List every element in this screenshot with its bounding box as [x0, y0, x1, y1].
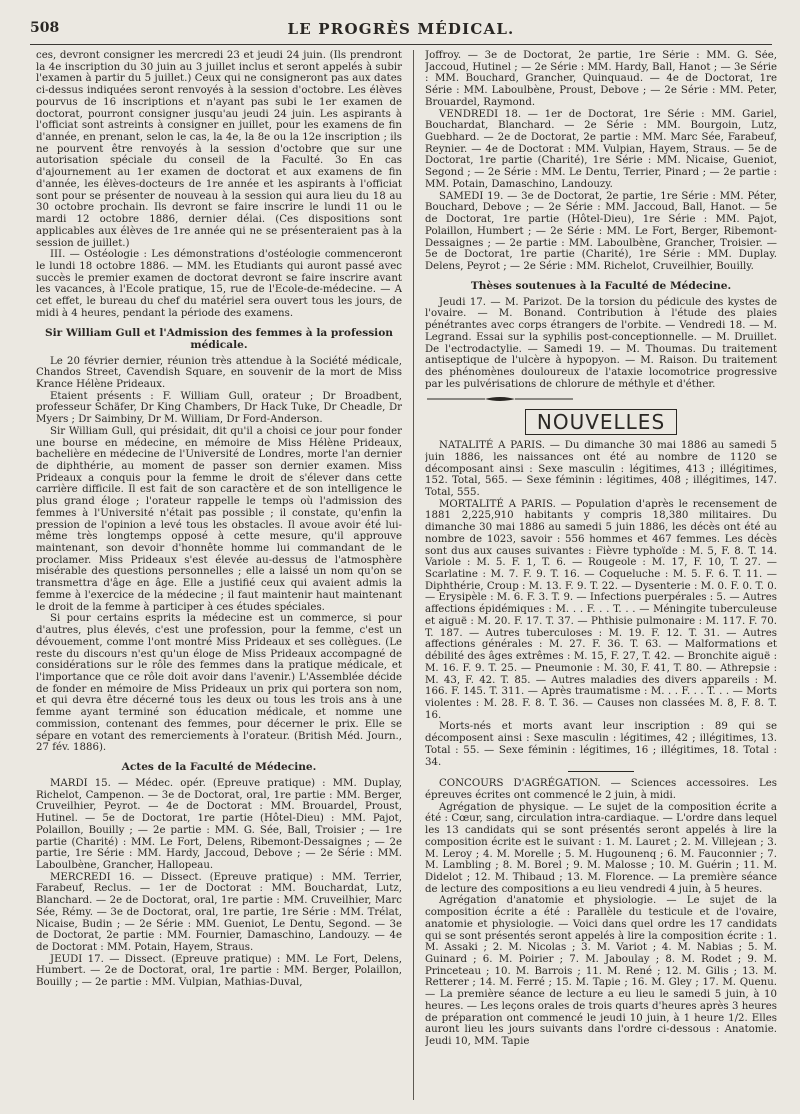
paragraph: VENDREDI 18. — 1er de Doctorat, 1re Série : MM. Gariel, Bouchardat, Blanchard. — 2e Série : MM. Bourgoin, Lutz, Guebhard. — 2e de Doctorat, 2e partie : MM. Marc Sée, Farabeuf, Reynier. — 4e de Doctorat : MM. Vulpian, Hayem, Straus. — 5e de Doctorat, 1re partie (Charité), 1re Série : MM. Nicaise, Gueniot, Segond ; — 2e Série : MM. Le Dentu, Terrier, Pinard ; — 2e partie : MM. Potain, Damaschino, Landouzy.: [425, 108, 777, 190]
left-column: [36, 50, 402, 1100]
nouvelles-title-box: [525, 409, 677, 435]
paragraph: Morts-nés et morts avant leur inscription : 89 qui se décomposent ainsi : Sexe masculin : légitimes, 42 ; illégitimes, 13. Total : 55. — Sexe féminin : légitimes, 16 ; illégitimes, 18. Total : 34.: [425, 721, 777, 768]
separator-rule: [568, 771, 634, 772]
paragraph: MARDI 15. — Médec. opér. (Epreuve pratique) : MM. Duplay, Richelot, Campenon. — 3e de Doctorat, oral, 1re partie : MM. Berger, Cruveilhier, Peyrot. — 4e de Doctorat : MM. Brouardel, Proust, Hutinel. — 5e de Doctorat, 1re partie (Hôtel-Dieu) : MM. Pajot, Polaillon, Bouilly ; — 2e partie : MM. G. Sée, Ball, Troisier ; — 1re partie (Charité) : MM. Le Fort, Delens, Ribemont-Dessaignes ; — 2e partie, 1re Série : MM. Hardy, Jaccoud, Debove ; — 2e Série : MM. Laboulbène, Grancher, Hallopeau.: [36, 777, 402, 871]
section-heading: Thèses soutenues à la Faculté de Médecine.: [470, 279, 732, 292]
header-rule: [30, 44, 772, 45]
paragraph: Si pour certains esprits la médecine est un commerce, si pour d'autres, plus élevés, c'est une profession, pour la femme, c'est un dévouement, comme l'ont montré Miss Prideaux et ses collègues. (Le reste du discours n'est qu'un éloge de Miss Prideaux accompagné de considérations sur le rôle des femmes dans la pratique médicale, et l'importance que ce rôle doit avoir dans l'avenir.) L'Assemblée décide de fonder en mémoire de Miss Prideaux un prix qui portera son nom, et qui devra être décerné tous les deux ou tous les trois ans à une femme ayant terminé son éducation médicale, et nomme une commission, contenant des femmes, pour décerner le prix. Elle se sépare en votant des remerciements à l'orateur. (British Méd. Journ., 27 fév. 1886).: [36, 613, 402, 754]
paragraph: NATALITÉ A PARIS. — Du dimanche 30 mai 1886 au samedi 5 juin 1886, les naissances ont été au nombre de 1120 se décomposant ainsi : Sexe masculin : légitimes, 413 ; illégitimes, 152. Total, 565. — Sexe féminin : légitimes, 408 ; illégitimes, 147. Total, 555.: [425, 440, 777, 498]
nouvelles-block: [425, 390, 777, 435]
section-heading: Sir William Gull et l'Admission des femmes à la profession médicale.: [45, 326, 393, 351]
paragraph: Agrégation d'anatomie et physiologie. — Le sujet de la composition écrite a été : Parallèle du testicule et de l'ovaire, anatomie et physiologie. — Voici dans quel ordre les 17 candidats qui se sont présentés seront appelés à lire la composition écrite : 1. M. Assaki ; 2. M. Nicolas ; 3. M. Variot ; 4. M. Nabias ; 5. M. Guinard ; 6. M. Poirier ; 7. M. Jaboulay ; 8. M. Rodet ; 9. M. Princeteau ; 10. M. Barrois ; 11. M. René ; 12. M. Gilis ; 13. M. Retterer ; 14. M. Ferré ; 15. M. Tapie ; 16. M. Gley ; 17. M. Quenu. — La première séance de lecture a eu lieu le samedi 5 juin, à 10 heures. — Les leçons orales de trois quarts d'heures après 3 heures de préparation ont commencé le jeudi 10 juin, à 1 heure 1/2. Elles auront lieu les jours suivants dans l'ordre ci-dessous : Anatomie. Jeudi 10, MM. Tapie: [425, 895, 777, 1048]
paragraph: Etaient présents : F. William Gull, orateur ; Dr Broadbent, professeur Schäfer, Dr King Chambers, Dr Hack Tuke, Dr Cheadle, Dr Myers ; Dr Saimbiny, Dr M. William, Dr Ford-Anderson.: [36, 390, 402, 426]
paragraph: MERCREDI 16. — Dissect. (Epreuve pratique) : MM. Terrier, Farabeuf, Reclus. — 1er de Doctorat : MM. Bouchardat, Lutz, Blanchard. — 2e de Doctorat, oral, 1re partie : MM. Cruveilhier, Marc Sée, Rémy. — 3e de Doctorat, oral, 1re partie, 1re Série : MM. Trélat, Nicaise, Budin ; — 2e Série : MM. Gueniot, Le Dentu, Segond. — 3e de Doctorat, 2e partie : MM. Fournier, Damaschino, Landouzy. — 4e de Doctorat : MM. Potain, Hayem, Straus.: [36, 871, 402, 954]
column-divider: [413, 50, 414, 1100]
paragraph: III. — Ostéologie : Les démonstrations d'ostéologie commenceront le lundi 18 octobre 1886. — MM. les Etudiants qui auront passé avec succès le premier examen de doctorat devront se faire inscrire avant les vacances, à l'Ecole pratique, 15, rue de l'Ecole-de-médecine. — A cet effet, le bureau du chef du matériel sera ouvert tous les jours, de midi à 4 heures, pendant la période des examens.: [36, 249, 402, 319]
paragraph: ces, devront consigner les mercredi 23 et jeudi 24 juin. (Ils prendront la 4e inscription du 30 juin au 3 juillet inclus et seront appelés à subir l'examen à partir du 5 juillet.) Ceux qui ne consigneront pas aux dates ci-dessus indiquées seront renvoyés à la session d'octobre. Les élèves pourvus de 16 inscriptions et n'ayant pas subi le 1er examen de doctorat, pourront consigner jusqu'au jeudi 24 juin. Les aspirants à l'officiat sont astreints à consigner en juillet, pour les examens de fin d'année, en prenant, selon le cas, la 4e, la 8e ou la 12e inscription ; ils ne pourvent être renvoyés à la session d'octobre que sur une autorisation spéciale du conseil de la Faculté. 3o En cas d'ajournement au 1er examen de doctorat et aux examens de fin d'année, les élèves-docteurs de 1re année et les aspirants à l'officiat sont pour se présenter de nouveau à la session qui aura lieu du 18 au 30 octobre prochain. Ils devront se faire inscrire le lundi 11 ou le mardi 12 octobre 1886, dernier délai. (Ces dispositions sont applicables aux élèves de 1re année qui ne se présenteraient pas à la session de juillet.): [36, 50, 402, 249]
right-column: [425, 50, 777, 1100]
page-number: 508: [30, 20, 60, 36]
paragraph: JEUDI 17. — Dissect. (Epreuve pratique) : MM. Le Fort, Delens, Humbert. — 2e de Doctorat, oral, 1re partie : MM. Berger, Polaillon, Bouilly ; — 2e partie : MM. Vulpian, Mathias-Duval,: [36, 953, 402, 989]
paragraph: Le 20 février dernier, réunion très attendue à la Société médicale, Chandos Street, Cavendish Square, en souvenir de la mort de Miss Krance Hélène Prideaux.: [36, 355, 402, 390]
ornament-rule: [425, 396, 575, 402]
paragraph: Joffroy. — 3e de Doctorat, 2e partie, 1re Série : MM. G. Sée, Jaccoud, Hutinel ; — 2e Série : MM. Hardy, Ball, Hanot ; — 3e Série : MM. Bouchard, Grancher, Quinquaud. — 4e de Doctorat, 1re Série : MM. Laboulbène, Proust, Debove ; — 2e Série : MM. Peter, Brouardel, Raymond.: [425, 50, 777, 108]
paragraph: Jeudi 17. — M. Parizot. De la torsion du pédicule des kystes de l'ovaire. — M. Bonand. Contribution à l'étude des plaies pénétrantes avec corps étrangers de l'orbite. — Vendredi 18. — M. Legrand. Essai sur la syphilis post-conceptionnelle. — M. Druillet. De l'ectrodactylie. — Samedi 19. — M. Thoumas. Du traitement antiseptique de l'ulcère à hypopyon. — M. Raison. Du traitement des phénomènes douloureux de l'ataxie locomotrice progressive par les pulvérisations de chlorure de méthyle et d'éther.: [425, 296, 777, 390]
paragraph: CONCOURS D'AGRÉGATION. — Sciences accessoires. Les épreuves écrites ont commencé le 2 juin, à midi.: [425, 778, 777, 801]
paragraph: MORTALITÉ A PARIS. — Population d'après le recensement de 1881 2,225,910 habitants y compris 18,380 militaires. Du dimanche 30 mai 1886 au samedi 5 juin 1886, les décès ont été au nombre de 1023, savoir : 556 hommes et 467 femmes. Les décès sont dus aux causes suivantes : Fièvre typhoïde : M. 5, F. 8. T. 14. Variole : M. 5. F. 1, T. 6. — Rougeole : M. 17, F. 10, T. 27. — Scarlatine : M. 7. F. 9. T. 16. — Coqueluche : M. 5. F. 6. T. 11. — Diphthérie, Croup : M. 13. F. 9. T. 22. — Dysenterie : M. 0. F. 0. T. 0. — Erysipèle : M. 6. F. 3. T. 9. — Infections puerpérales : 5. — Autres affections épidémiques : M. . . F. . . T. . . — Méningite tuberculeuse et aiguë : M. 20. F. 17. T. 37. — Phthisie pulmonaire : M. 117. F. 70. T. 187. — Autres tuberculoses : M. 19. F. 12. T. 31. — Autres affections générales : M. 27. F. 36. T. 63. — Malformations et débilité des âges extrêmes : M. 15, F. 27, T. 42. — Bronchite aiguë : M. 16. F. 9. T. 25. — Pneumonie : M. 30, F. 41, T. 80. — Athrepsie : M. 43, F. 42. T. 85. — Autres maladies des divers appareils : M. 166. F. 145. T. 311. — Après traumatisme : M. . . F. . . T. . . — Morts violentes : M. 28. F. 8. T. 36. — Causes non classées M. 8, F. 8. T. 16.: [425, 498, 777, 721]
journal-title: LE PROGRÈS MÉDICAL.: [287, 20, 515, 38]
paragraph: SAMEDI 19. — 3e de Doctorat, 2e partie, 1re Série : MM. Péter, Bouchard, Debove ; — 2e Série : MM. Jaccoud, Ball, Hanot. — 5e de Doctorat, 1re partie (Hôtel-Dieu), 1re Série : MM. Pajot, Polaillon, Humbert ; — 2e Série : MM. Le Fort, Berger, Ribemont-Dessaignes ; — 2e partie : MM. Laboulbène, Grancher, Troisier. — 5e de Doctorat, 1re partie (Charité), 1re Série : MM. Duplay. Delens, Peyrot ; — 2e Série : MM. Richelot, Cruveilhier, Bouilly.: [425, 190, 777, 272]
nouvelles-title: NOUVELLES: [536, 410, 666, 435]
page-header: [30, 20, 772, 42]
paragraph: Agrégation de physique. — Le sujet de la composition écrite a été : Cœur, sang, circulation intra-cardiaque. — L'ordre dans lequel les 13 candidats qui se sont présentés seront appelés à lire la composition écrite est le suivant : 1. M. Lauret ; 2. M. Villejean ; 3. M. Leroy ; 4. M. Morelle ; 5. M. Hugounenq ; 6. M. Fauconnier ; 7. M. Lambling ; 8. M. Borel ; 9. M. Malosse ; 10. M. Guérin ; 11. M. Didelot ; 12. M. Thibaud ; 13. M. Florence. — La première séance de lecture des compositions a eu lieu vendredi 4 juin, à 5 heures.: [425, 801, 777, 895]
section-heading: Actes de la Faculté de Médecine.: [121, 760, 317, 773]
paragraph: Sir William Gull, qui présidait, dit qu'il a choisi ce jour pour fonder une bourse en médecine, en mémoire de Miss Hélène Prideaux, bachelière en médecine de l'Université de Londres, morte l'an dernier de diphthérie, au moment de passer son dernier examen. Miss Prideaux a conquis pour la femme le droit de s'élever dans cette carrière difficile. Il est fait de son caractère et de son intelligence le plus grand éloge ; l'orateur rappelle le temps où l'admission des femmes à l'Université n'était pas possible ; il constate, qu'enfin la pression de l'opinion a levé tous les obstacles. Il avoue avoir été lui-même très longtemps opposé à cette mesure, qu'il approuve maintenant, son devoir d'honnête homme lui commandant de le proclamer. Miss Prideaux s'est élevée au-dessus de l'atmosphère misérable des questions personnelles ; elle a laissé un nom qu'on se transmettra d'âge en âge. Elle a justifié ceux qui avaient admis la femme à l'exercice de la médecine ; il faut maintenir haut maintenant le droit de la femme à participer à ces études spéciales.: [36, 425, 402, 613]
